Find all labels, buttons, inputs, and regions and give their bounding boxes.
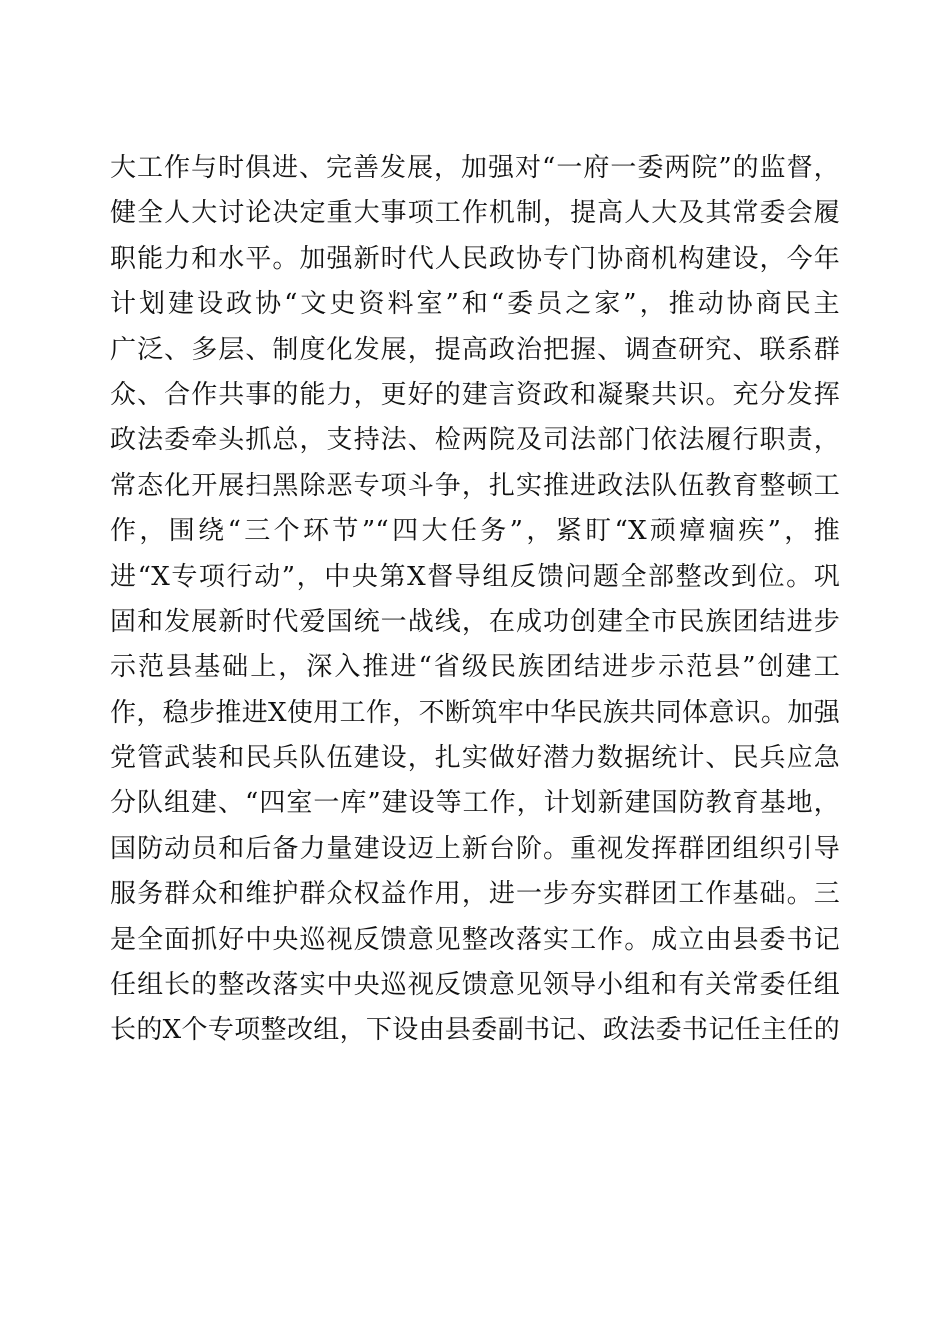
text-line: 计划建设政协“文史资料室”和“委员之家”，推动协商民主 [110,289,840,320]
text-line: 职能力和水平。加强新时代人民政协专门协商机构建设，今年 [110,243,840,274]
text-line: 广泛、多层、制度化发展，提高政治把握、调查研究、联系群 [110,334,840,365]
text-line: 是全面抓好中央巡视反馈意见整改落实工作。成立由县委书记 [110,924,840,955]
text-line: 众、合作共事的能力，更好的建言资政和凝聚共识。充分发挥 [110,379,840,410]
text-line: 常态化开展扫黑除恶专项斗争，扎实推进政法队伍教育整顿工 [110,470,840,501]
text-line: 分队组建、“四室一库”建设等工作，计划新建国防教育基地， [110,788,840,819]
text-line: 长的X个专项整改组，下设由县委副书记、政法委书记任主任的 [110,1015,840,1046]
text-line: 政法委牵头抓总，支持法、检两院及司法部门依法履行职责， [110,425,840,456]
text-line: 国防动员和后备力量建设迈上新台阶。重视发挥群团组织引导 [110,833,840,864]
text-line: 服务群众和维护群众权益作用，进一步夯实群团工作基础。三 [110,879,840,910]
text-line: 示范县基础上，深入推进“省级民族团结进步示范县”创建工 [110,652,840,683]
text-line: 固和发展新时代爱国统一战线，在成功创建全市民族团结进步 [110,606,840,637]
text-line: 大工作与时俱进、完善发展，加强对“一府一委两院”的监督， [110,153,840,183]
text-line: 进“X专项行动”，中央第X督导组反馈问题全部整改到位。巩 [110,561,840,592]
text-line: 任组长的整改落实中央巡视反馈意见领导小组和有关常委任组 [110,970,840,1001]
text-line: 作，稳步推进X使用工作，不断筑牢中华民族共同体意识。加强 [110,697,840,728]
text-line: 党管武装和民兵队伍建设，扎实做好潜力数据统计、民兵应急 [110,743,840,774]
body-text [110,146,840,1054]
text-line: 健全人大讨论决定重大事项工作机制，提高人大及其常委会履 [110,198,840,229]
text-line: 作，围绕“三个环节”“四大任务”，紧盯“X顽瘴痼疾”，推 [110,516,840,547]
